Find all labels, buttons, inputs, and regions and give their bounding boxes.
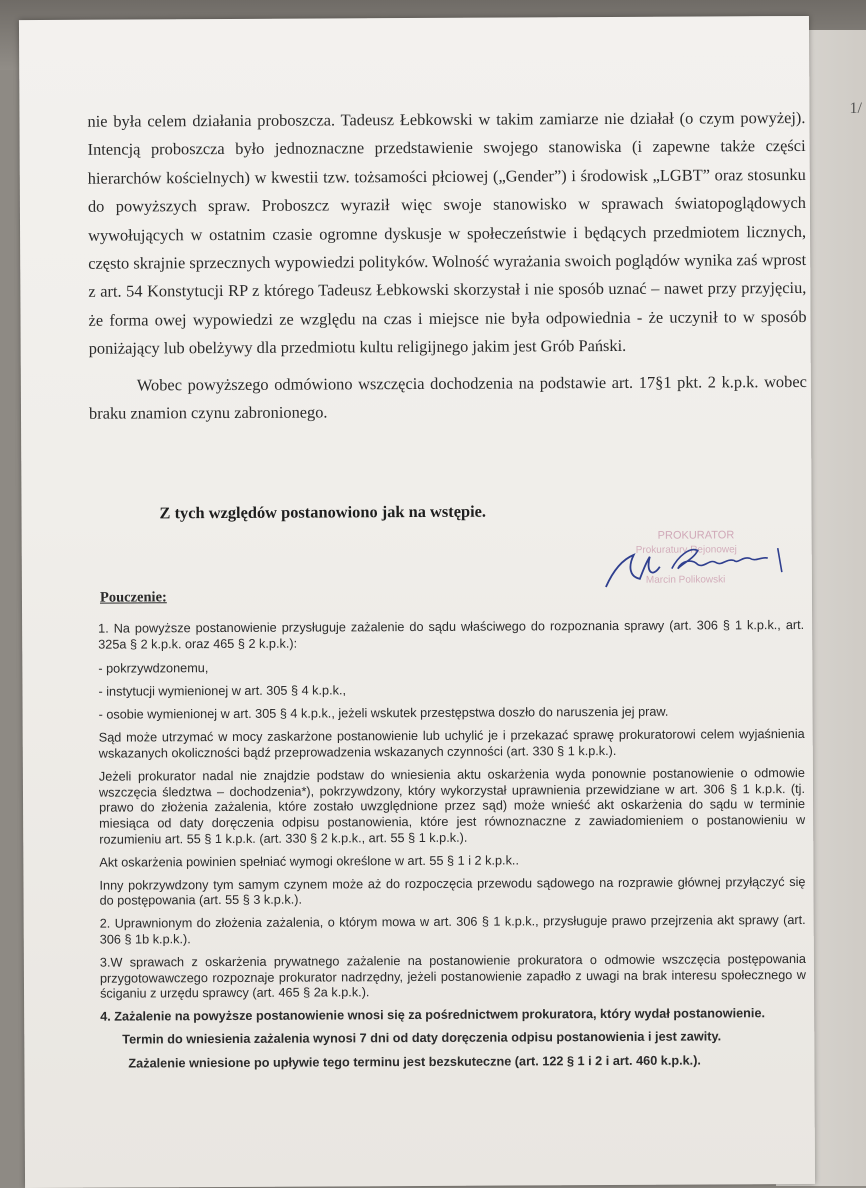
instruction-deadline: Termin do wniesienia zażalenia wynosi 7 dni od daty doręczenia odpisu postanowienia i jest zawity.: [122, 1029, 722, 1048]
instruction-list-item: - pokrzywdzonemu,: [98, 661, 209, 676]
instructions-section: [98, 618, 806, 1079]
justification-paragraph: nie była celem działania proboszcza. Tadeusz Łebkowski w takim zamiarze nie działał (o czym powyżej). Intencją proboszcza było jednoznaczne przedstawienie swojego stanowiska (i zapewne także części hierarchów kościelnych) w kwestii tzw. tożsamości płciowej („Gender”) i środowisk „LGBT” oraz stosunku do powyższych spraw. Proboszcz wyraził więc swoje stanowisko w sprawach światopoglądowych wywołujących w ostatnim czasie ogromne dyskusje w społeczeństwie i będących przedmiotem licznych, często skrajnie sprzecznych wypowiedzi polityków. Wolność wyrażania swoich poglądów wynika zaś wprost z art. 54 Konstytucji RP z którego Tadeusz Łebkowski skorzystał i nie sposób uznać – nawet przy przyjęciu, że forma owej wypowiedzi ze względu na czas i miejsce nie była odpowiednia - że uczynił to w sposób poniżający lub obelżywy dla przedmiotu kultu religijnego jakim jest Grób Pański.: [87, 107, 807, 358]
instruction-other-victim: Inny pokrzywdzony tym samym czynem może aż do rozpoczęcia przewodu sądowego na rozprawie głównej przyłączyć się do postępowania (art. 55 § 3 k.p.k.).: [99, 874, 806, 908]
instruction-court-power: Sąd może utrzymać w mocy zaskarżone postanowienie lub uchylić je i przekazać sprawę prokuratorowi celem wyjaśnienia wskazanych okoliczności bądź przeprowadzenia wskazanych czynności (art. 330 § 1 k.p.k.).: [98, 727, 805, 761]
instruction-late-complaint: Zażalenie wniesione po upływie tego terminu jest bezskuteczne (art. 122 § 1 i 2 i art. 460 k.p.k.).: [128, 1053, 701, 1071]
instruction-list-item: - osobie wymienionej w art. 305 § 4 k.p.k., jeżeli wskutek przestępstwa doszło do naruszenia jej praw.: [98, 705, 669, 723]
stamp-line-2: Prokuratury Rejonowej: [635, 544, 737, 556]
conclusion-line: Z tych względów postanowiono jak na wstępie.: [159, 501, 487, 523]
instruction-requirements: Akt oskarżenia powinien spełniać wymogi określone w art. 55 § 1 i 2 k.p.k..: [99, 853, 519, 870]
stamp-line-1: PROKURATOR: [657, 529, 735, 542]
decision-body: [87, 104, 807, 428]
stamp-line-3: Marcin Polikowski: [645, 574, 726, 586]
document-page: [19, 16, 815, 1188]
instructions-heading: Pouczenie:: [99, 589, 167, 606]
instruction-indictment: Jeżeli prokurator nadal nie znajdzie podstaw do wniesienia aktu oskarżenia wyda ponownie postanowienie o odmowie wszczęcia śledztwa – dochodzenia*), pokrzywdzony, który wykorzystał uprawnienia przewidziane w art. 306 § 1 k.p.k. (tj. prawo do złożenia zażalenia, które zostało uwzględnione przez sąd) może wnieść akt oskarżenia do sądu w terminie miesiąca od daty doręczenia odpisu postanowienia, które jest równoznaczne z zawiadomieniem o postanowieniu w rozumieniu art. 55 § 1 k.p.k. (art. 330 § 2 k.p.k., art. 55 § 1 k.p.k.).: [98, 766, 806, 847]
instruction-list-item: - instytucji wymienionej w art. 305 § 4 k.p.k.,: [98, 683, 347, 699]
prosecutor-stamp-signature: [600, 528, 810, 599]
page-corner-mark: 1/: [849, 100, 862, 117]
instruction-4: 4. Zażalenie na powyższe postanowienie wnosi się za pośrednictwem prokuratora, który wydał postanowienie.: [100, 1006, 766, 1025]
instruction-3: 3.W sprawach z oskarżenia prywatnego zażalenie na postanowienie prokuratora o odmowie wszczęcia postępowania przygotowawczego rozpoznaje prokurator nadrzędny, jeżeli postanowienie zapadło z uwagi na brak interesu społecznego w ściganiu z urzędu sprawcy (art. 465 § 2a k.p.k.).: [99, 952, 806, 1001]
decision-paragraph: Wobec powyższego odmówiono wszczęcia dochodzenia na podstawie art. 17§1 pkt. 2 k.p.k. wobec braku znamion czynu zabronionego.: [88, 371, 807, 423]
instruction-2: 2. Uprawnionym do złożenia zażalenia, o którym mowa w art. 306 § 1 k.p.k., przysługuje prawo przejrzenia akt sprawy (art. 306 § 1b k.p.k.).: [99, 913, 806, 947]
instruction-1: 1. Na powyższe postanowienie przysługuje zażalenie do sądu właściwego do rozpoznania sprawy (art. 306 § 1 k.p.k., art. 325a § 2 k.p.k. oraz 465 § 2 k.p.k.):: [98, 617, 805, 652]
